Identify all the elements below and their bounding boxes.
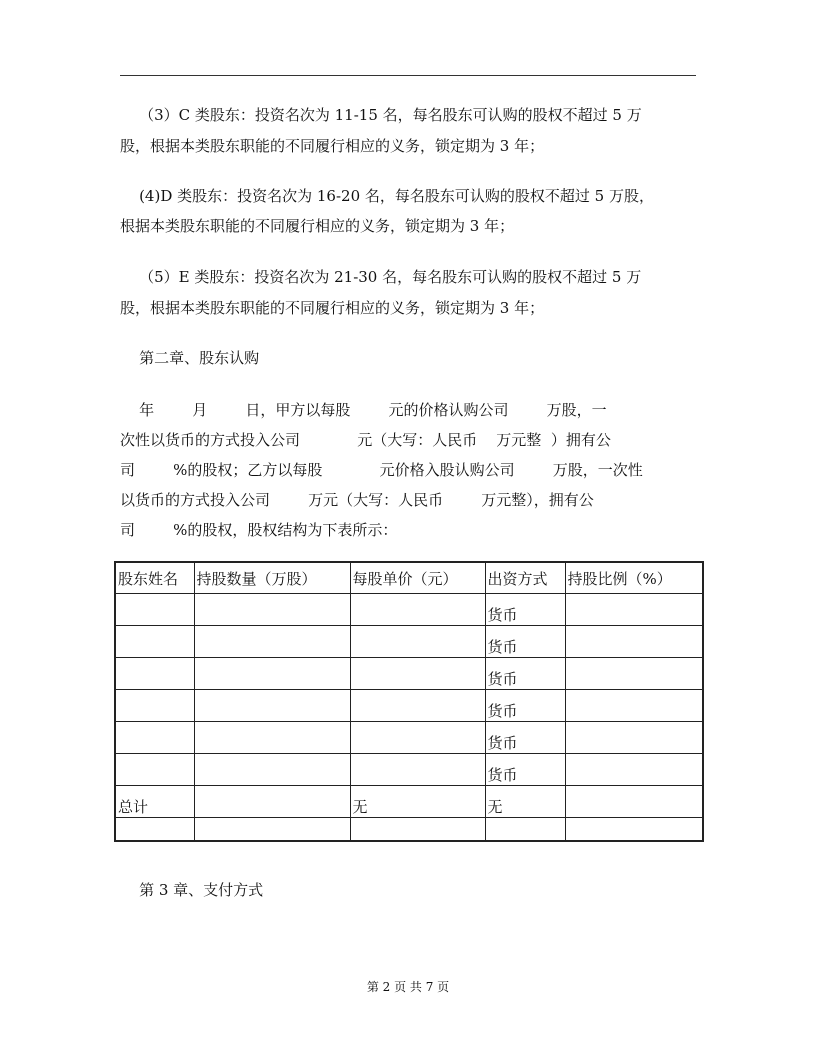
- table-cell: [565, 626, 703, 658]
- subscription-line-2: 次性以货币的方式投入公司 元（大写：人民币 万元整 ）拥有公: [120, 431, 611, 449]
- table-cell: [350, 818, 485, 842]
- clause-5-line-2: 股，根据本类股东职能的不同履行相应的义务，锁定期为 3 年；: [120, 299, 545, 317]
- table-cell: [350, 594, 485, 626]
- table-cell: [115, 594, 194, 626]
- table-cell: [565, 658, 703, 690]
- table-total-row: [115, 786, 703, 818]
- subscription-line-4: 以货币的方式投入公司 万元（大写：人民币 万元整），拥有公: [120, 491, 594, 509]
- chapter-3-heading: 第 3 章、支付方式: [120, 881, 264, 899]
- table-cell: [350, 690, 485, 722]
- table-cell: [194, 658, 350, 690]
- table-cell: [115, 626, 194, 658]
- table-cell: [115, 690, 194, 722]
- table-cell: [350, 626, 485, 658]
- table-cell: [194, 754, 350, 786]
- table-cell: 货币: [485, 626, 565, 658]
- table-cell: 货币: [485, 594, 565, 626]
- table-cell: [194, 626, 350, 658]
- shareholding-table: [114, 561, 704, 842]
- table-row: [115, 722, 703, 754]
- table-row: [115, 690, 703, 722]
- table-cell: 货币: [485, 658, 565, 690]
- table-cell: [565, 594, 703, 626]
- table-row: [115, 626, 703, 658]
- table-row: [115, 658, 703, 690]
- table-cell: [350, 722, 485, 754]
- header-cell: 持股比例（%）: [565, 562, 703, 594]
- table-cell: 总计: [115, 786, 194, 818]
- table-cell: 货币: [485, 754, 565, 786]
- clause-5-line-1: （5）E 类股东：投资名次为 21-30 名，每名股东可认购的股权不超过 5 万: [120, 268, 642, 286]
- header-cell: 每股单价（元）: [350, 562, 485, 594]
- table-cell: [350, 658, 485, 690]
- clause-3-line-2: 股，根据本类股东职能的不同履行相应的义务，锁定期为 3 年；: [120, 137, 545, 155]
- table-cell: [565, 818, 703, 842]
- table-cell: [194, 722, 350, 754]
- table-cell: [115, 658, 194, 690]
- clause-4-line-2: 根据本类股东职能的不同履行相应的义务，锁定期为 3 年；: [120, 217, 515, 235]
- table-cell: [115, 818, 194, 842]
- table-cell: [194, 786, 350, 818]
- table-row: [115, 594, 703, 626]
- table-header-row: [115, 562, 703, 594]
- table-cell: [194, 818, 350, 842]
- table-cell: 无: [485, 786, 565, 818]
- table-cell: 货币: [485, 722, 565, 754]
- table-cell: 无: [350, 786, 485, 818]
- table-cell: [115, 722, 194, 754]
- table-row: [115, 818, 703, 842]
- table-cell: [194, 690, 350, 722]
- table-cell: [194, 594, 350, 626]
- clause-3-line-1: （3）C 类股东：投资名次为 11-15 名，每名股东可认购的股权不超过 5 万: [120, 106, 642, 124]
- subscription-line-3: 司 %的股权；乙方以每股 元价格入股认购公司 万股，一次性: [120, 461, 643, 479]
- clause-4-line-1: (4)D 类股东：投资名次为 16-20 名，每名股东可认购的股权不超过 5 万股，: [120, 187, 654, 205]
- table-cell: [565, 786, 703, 818]
- subscription-line-1: 年 月 日，甲方以每股 元的价格认购公司 万股，一: [120, 401, 607, 419]
- table-cell: [350, 754, 485, 786]
- table-cell: [115, 754, 194, 786]
- table-cell: 货币: [485, 690, 565, 722]
- page-footer: 第 2 页 共 7 页: [366, 980, 450, 994]
- subscription-line-5: 司 %的股权，股权结构为下表所示：: [120, 521, 398, 539]
- table-cell: [565, 754, 703, 786]
- header-cell: 股东姓名: [115, 562, 194, 594]
- chapter-2-heading: 第二章、股东认购: [120, 349, 260, 367]
- header-cell: 出资方式: [485, 562, 565, 594]
- table-cell: [485, 818, 565, 842]
- table-cell: [565, 722, 703, 754]
- table-row: [115, 754, 703, 786]
- header-cell: 持股数量（万股）: [194, 562, 350, 594]
- table-cell: [565, 690, 703, 722]
- header-rule: [120, 75, 696, 76]
